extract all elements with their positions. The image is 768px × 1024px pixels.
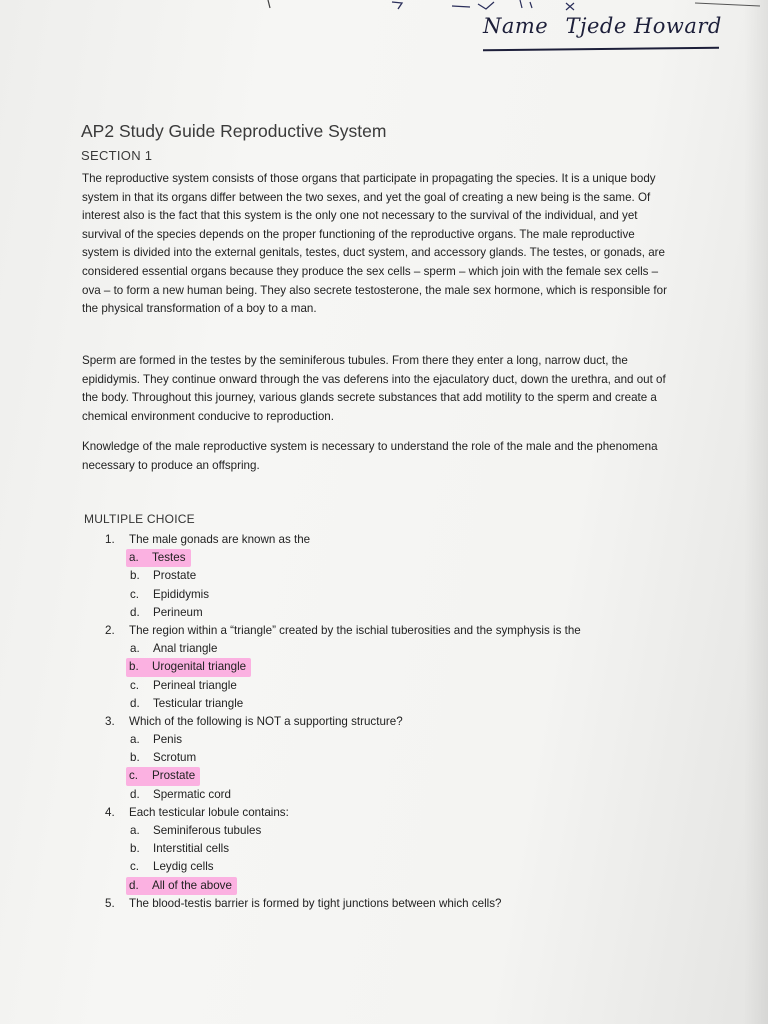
answer-option xyxy=(130,731,665,749)
option-text: All of the above xyxy=(152,878,232,892)
answer-option xyxy=(130,822,665,840)
answer-options xyxy=(105,822,665,895)
option-text: Interstitial cells xyxy=(153,842,230,856)
question-item xyxy=(105,895,665,913)
option-letter: d. xyxy=(130,605,140,619)
option-letter: b. xyxy=(129,660,139,674)
answer-options xyxy=(105,549,665,622)
section-heading: SECTION 1 xyxy=(81,148,153,163)
answer-option-highlighted xyxy=(130,658,665,676)
answer-option-highlighted xyxy=(130,549,665,567)
question-row xyxy=(105,622,665,640)
question-text: Each testicular lobule contains: xyxy=(129,805,289,819)
student-name-line xyxy=(483,14,723,54)
question-text: Which of the following is NOT a supporting structure? xyxy=(129,714,403,728)
answer-option xyxy=(130,586,665,604)
highlighter-mark xyxy=(126,767,200,785)
option-letter: c. xyxy=(130,860,140,874)
multiple-choice-heading: MULTIPLE CHOICE xyxy=(84,512,195,526)
question-row xyxy=(105,895,665,913)
answer-option-highlighted xyxy=(130,877,665,895)
question-item xyxy=(105,804,665,895)
option-text: Testes xyxy=(152,551,186,565)
option-text: Scrotum xyxy=(153,751,197,765)
option-text: Spermatic cord xyxy=(153,787,231,801)
option-text: Prostate xyxy=(152,769,196,783)
option-text: Leydig cells xyxy=(153,860,214,874)
question-text: The male gonads are known as the xyxy=(129,533,311,546)
option-content xyxy=(130,858,214,876)
option-text: Anal triangle xyxy=(153,642,218,656)
answer-option xyxy=(130,749,665,767)
question-row xyxy=(105,531,665,549)
option-content xyxy=(130,695,243,713)
intro-paragraph-3: Knowledge of the male reproductive system is necessary to understand the role of the male and the phenomena necessary to produce an offspring. xyxy=(82,440,658,472)
answer-option xyxy=(130,858,665,876)
option-letter: b. xyxy=(130,751,140,765)
answer-options xyxy=(105,640,665,713)
option-content xyxy=(130,677,237,695)
option-content xyxy=(130,586,209,604)
option-text: Testicular triangle xyxy=(153,696,244,710)
option-text: Epididymis xyxy=(153,587,210,601)
highlighter-mark xyxy=(126,658,251,676)
answer-options xyxy=(105,731,665,804)
question-text: The blood-testis barrier is formed by tight junctions between which cells? xyxy=(129,896,502,910)
answer-option xyxy=(130,567,665,585)
answer-option xyxy=(130,640,665,658)
option-text: Perineal triangle xyxy=(153,678,237,692)
option-content xyxy=(130,604,203,622)
option-letter: a. xyxy=(130,733,140,747)
document-title: AP2 Study Guide Reproductive System xyxy=(81,121,387,141)
option-letter: d. xyxy=(130,696,140,710)
question-list xyxy=(105,531,665,913)
question-number: 2. xyxy=(105,623,115,637)
question-row xyxy=(105,804,665,822)
question-item xyxy=(105,531,665,622)
option-letter: d. xyxy=(129,878,139,892)
option-letter: b. xyxy=(130,842,140,856)
student-name-handwritten: Tjede Howard xyxy=(565,14,722,38)
answer-option-highlighted xyxy=(130,767,665,785)
answer-option xyxy=(130,677,665,695)
option-letter: a. xyxy=(130,824,140,837)
option-content xyxy=(130,786,231,804)
question-number: 5. xyxy=(105,896,115,910)
question-text: The region within a “triangle” created by the ischial tuberosities and the symphysis is the xyxy=(129,623,581,637)
option-text: Penis xyxy=(153,733,183,747)
question-number: 1. xyxy=(105,533,115,546)
question-item xyxy=(105,622,665,713)
option-content xyxy=(130,567,196,585)
option-text: Seminiferous tubules xyxy=(153,824,262,837)
question-row xyxy=(105,713,665,731)
option-content xyxy=(130,822,261,840)
question-number: 4. xyxy=(105,805,115,819)
question-item xyxy=(105,713,665,804)
option-letter: a. xyxy=(130,642,140,656)
option-letter: a. xyxy=(129,551,139,565)
page-edge-shadow xyxy=(744,0,768,1024)
answer-option xyxy=(130,786,665,804)
option-letter: d. xyxy=(130,787,140,801)
option-content xyxy=(130,640,217,658)
intro-paragraph-2: Sperm are formed in the testes by the seminiferous tubules. From there they enter a long, narrow duct, the epididymis. They continue onward through the vas deferens into the ejaculatory duct, down the urethra, and out of the body. Throughout this journey, various glands secrete substances that add motility to the sperm and create a chemical environment conducive to reproduction. xyxy=(82,354,666,423)
intro-paragraph-1: The reproductive system consists of those organs that participate in propagating the species. It is a unique body system in that its organs differ between the two sexes, and yet the goal of creating a new being is the same. Of interest also is the fact that this system is the only one not necessary to the survival of the individual, and yet survival of the species depends on the proper functioning of the reproductive organs. The male reproductive system is divided into the external genitals, testes, duct system, and accessory glands. The testes, or gonads, are considered essential organs because they produce the sex cells – sperm – which join with the female sex cells – ova – to form a new human being. They also secrete testosterone, the male sex hormone, which is responsible for the physical transformation of a boy to a man. xyxy=(82,172,667,316)
highlighter-mark xyxy=(126,549,191,567)
option-letter: c. xyxy=(130,587,140,601)
question-number: 3. xyxy=(105,714,115,728)
option-letter: b. xyxy=(130,569,140,583)
highlighter-mark xyxy=(126,877,237,895)
option-letter: c. xyxy=(129,769,139,783)
option-text: Urogenital triangle xyxy=(152,660,247,674)
name-underline xyxy=(483,47,719,51)
option-text: Perineum xyxy=(153,605,203,619)
option-content xyxy=(130,749,196,767)
top-edge-pen-marks xyxy=(0,0,768,14)
answer-option xyxy=(130,695,665,713)
option-letter: c. xyxy=(130,678,140,692)
option-content xyxy=(130,840,229,858)
answer-option xyxy=(130,604,665,622)
option-content xyxy=(130,731,182,749)
answer-option xyxy=(130,840,665,858)
option-text: Prostate xyxy=(153,569,197,583)
name-label: Name xyxy=(483,14,549,38)
